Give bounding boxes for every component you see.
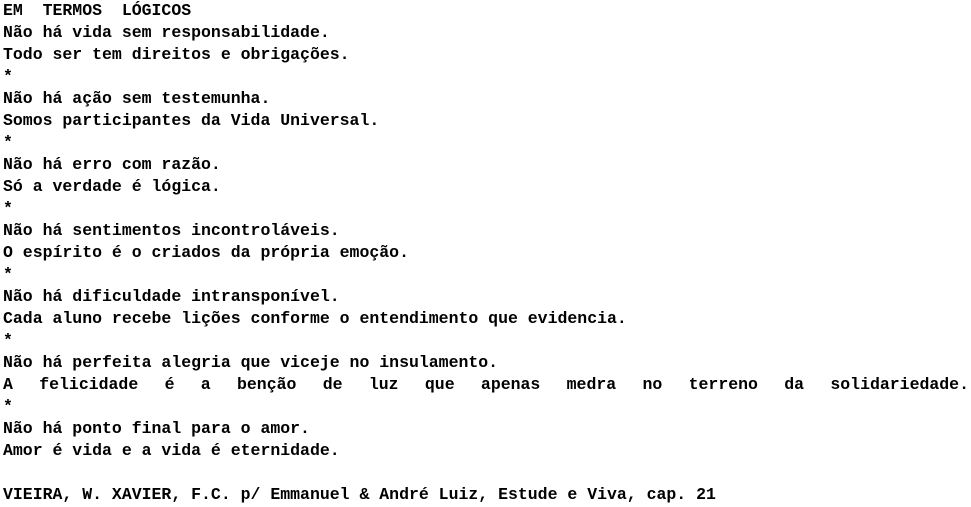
word: de [322,375,343,394]
stanza-6-line-2 [3,374,969,396]
citation: VIEIRA, W. XAVIER, F.C. p/ Emmanuel & André Luiz, Estude e Viva, cap. 21 [3,485,716,504]
word: que [424,375,455,394]
stanza-separator: * [3,133,13,152]
stanza-2-line-2: Somos participantes da Vida Universal. [3,111,380,130]
stanza-4-line-2: O espírito é o criados da própria emoção. [3,243,409,262]
blank-line [3,462,969,484]
stanza-separator: * [3,265,13,284]
word: apenas [480,375,541,394]
stanza-5-line-2: Cada aluno recebe lições conforme o entendimento que evidencia. [3,309,627,328]
document-body [3,0,969,506]
stanza-separator: * [3,199,13,218]
stanza-separator: * [3,397,13,416]
stanza-6-line-1: Não há perfeita alegria que viceje no insulamento. [3,353,499,372]
word: luz [368,375,399,394]
stanza-7-line-2: Amor é vida e a vida é eternidade. [3,441,340,460]
stanza-2-line-1: Não há ação sem testemunha. [3,89,271,108]
word: medra [566,375,617,394]
stanza-3-line-1: Não há erro com razão. [3,155,221,174]
stanza-separator: * [3,331,13,350]
word: é [164,375,175,394]
stanza-1-line-2: Todo ser tem direitos e obrigações. [3,45,350,64]
stanza-7-line-1: Não há ponto final para o amor. [3,419,310,438]
word: a [200,375,211,394]
word: felicidade [39,375,139,394]
word: terreno [688,375,758,394]
stanza-5-line-1: Não há dificuldade intransponível. [3,287,340,306]
stanza-4-line-1: Não há sentimentos incontroláveis. [3,221,340,240]
stanza-separator: * [3,67,13,86]
document-title: EM TERMOS LÓGICOS [3,1,192,20]
word: no [642,375,663,394]
word: da [784,375,805,394]
word: solidariedade. [830,375,969,394]
stanza-3-line-2: Só a verdade é lógica. [3,177,221,196]
stanza-1-line-1: Não há vida sem responsabilidade. [3,23,330,42]
word: A [3,375,13,394]
word: benção [237,375,297,394]
